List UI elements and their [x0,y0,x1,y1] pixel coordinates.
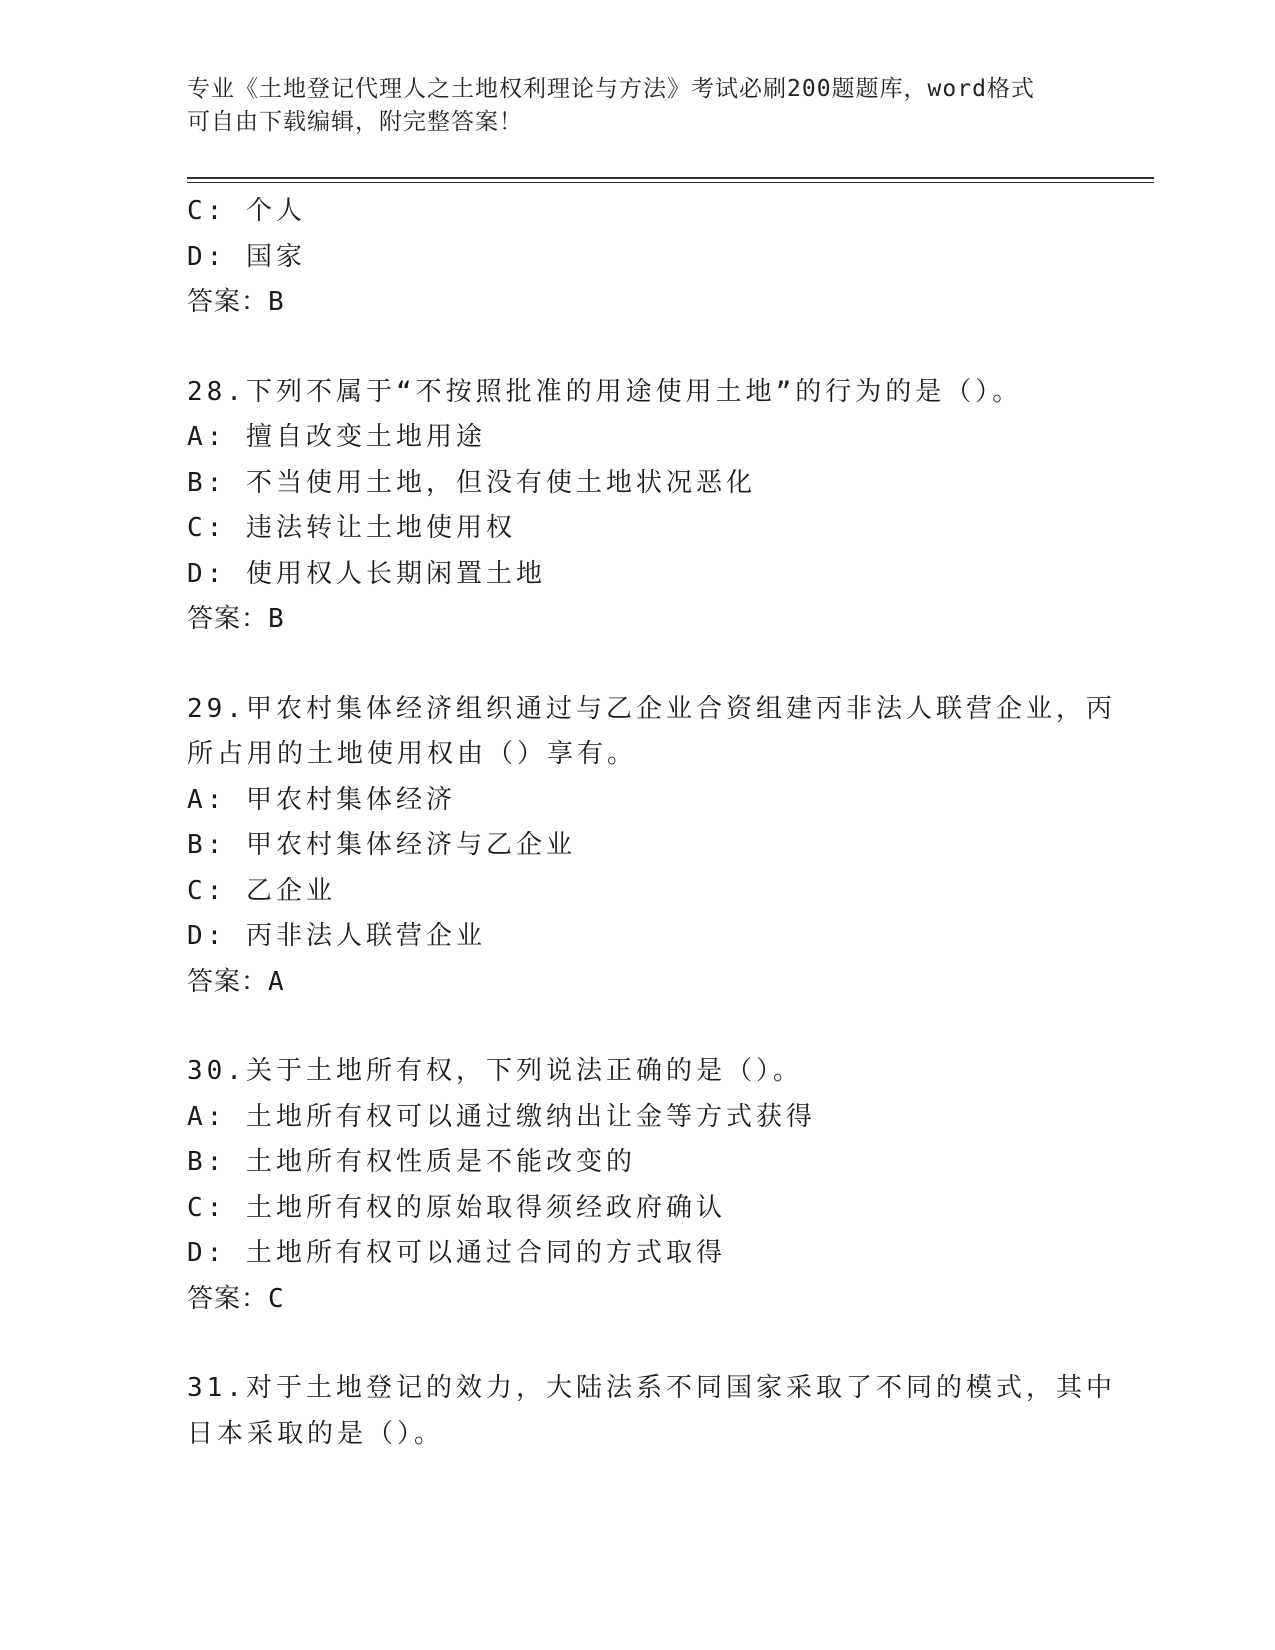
option-c: C: 个人 [187,196,306,226]
question-stem: 29.甲农村集体经济组织通过与乙企业合资组建丙非法人联营企业，丙 [187,693,1116,724]
option-c: C: 乙企业 [187,875,336,906]
spacer [187,643,1087,687]
answer-line: 答案：B [187,604,285,634]
option-b: B: 甲农村集体经济与乙企业 [187,830,576,860]
option-c: C: 土地所有权的原始取得须经政府确认 [187,1192,726,1223]
spacer [187,1322,1087,1366]
header-title-line-1: 专业《土地登记代理人之土地权利理论与方法》考试必刷200题题库，word格式 [187,76,1035,102]
option-a: A: 甲农村集体经济 [187,784,456,815]
answer-line: 答案：B [187,287,285,317]
header-divider-thick [187,177,1154,179]
option-d: D: 丙非法人联营企业 [187,921,486,951]
spacer [187,1005,1087,1049]
option-a: A: 擅自改变土地用途 [187,422,486,452]
question-stem: 30.关于土地所有权，下列说法正确的是（）。 [187,1056,803,1086]
question-stem-continued: 所占用的土地使用权由（）享有。 [187,739,638,769]
question-stem: 28.下列不属于“不按照批准的用途使用土地”的行为的是（）。 [187,376,1023,407]
answer-line: 答案：C [187,1283,285,1314]
header-title-line-2: 可自由下载编辑，附完整答案！ [187,109,523,135]
spacer [187,326,1087,370]
option-d: D: 国家 [187,241,306,272]
option-c: C: 违法转让土地使用权 [187,513,516,543]
option-b: B: 土地所有权性质是不能改变的 [187,1147,636,1177]
option-d: D: 使用权人长期闲置土地 [187,558,546,589]
option-a: A: 土地所有权可以通过缴纳出让金等方式获得 [187,1101,816,1132]
question-stem-continued: 日本采取的是（）。 [187,1418,445,1449]
header-divider-thin [187,182,1154,183]
option-d: D: 土地所有权可以通过合同的方式取得 [187,1238,726,1268]
option-b: B: 不当使用土地，但没有使土地状况恶化 [187,467,756,498]
document-header [187,73,1087,139]
question-stem: 31.对于土地登记的效力，大陆法系不同国家采取了不同的模式，其中 [187,1373,1116,1403]
answer-line: 答案：A [187,966,285,997]
question-content [187,189,1116,1457]
